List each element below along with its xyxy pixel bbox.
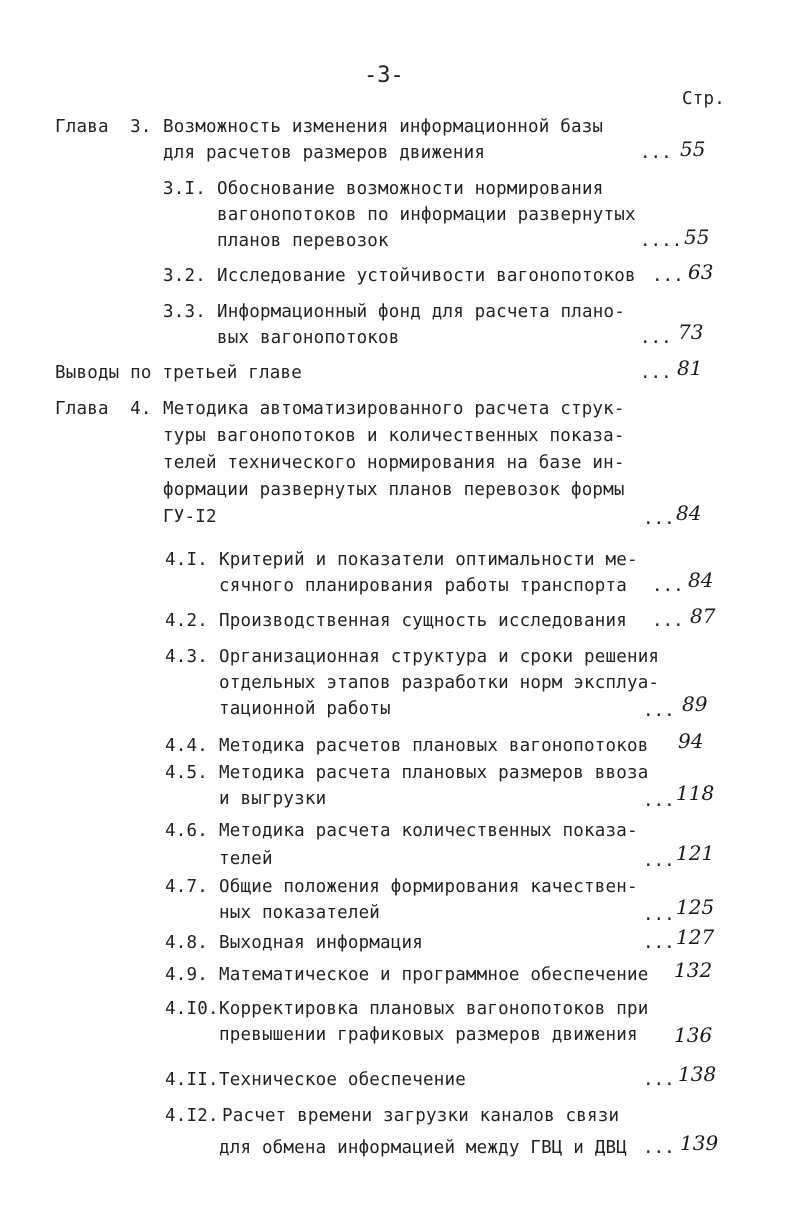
entry-title-line: превышении графиковых размеров движения [219,1025,638,1045]
entry-title-line: сячного планирования работы транспорта [219,576,627,596]
section-number: 4.3. [165,647,208,667]
entry-title-line: Возможность изменения информационной базы [163,117,604,137]
entry-title-line: телей [219,849,273,869]
section-number: 4.5. [165,763,208,783]
entry-title-line: Техническое обеспечение [219,1070,466,1090]
entry-title-line: для обмена информацией между ГВЦ и ДВЦ [219,1138,627,1158]
entry-title-line: Методика расчета количественных показа- [219,821,638,841]
entry-title-line: и выгрузки [219,789,327,809]
leader-dots: ... [643,1138,675,1158]
entry-title-line: Исследование устойчивости вагонопотоков [217,266,636,286]
entry-title-line: отдельных этапов разработки норм эксплуа- [219,673,660,693]
section-number: 4.2. [165,611,208,631]
entry-title-line: Методика расчета плановых размеров ввоза [219,763,649,783]
leader-dots: ... [643,701,675,721]
leader-dots: ... [640,143,672,163]
section-number: 4.7. [165,877,208,897]
page-ref: 55 [684,225,710,249]
page-ref: 89 [682,692,708,716]
entry-title-line: Корректировка плановых вагонопотоков при [219,999,649,1019]
leader-dots: .... [640,231,683,251]
section-number: 4.6. [165,821,208,841]
page-ref: 63 [688,260,714,284]
leader-dots: ... [640,363,672,383]
page-ref: 73 [678,320,704,344]
page-ref: 139 [680,1131,719,1155]
page-ref: 87 [690,604,716,628]
leader-dots: ... [643,791,675,811]
section-number: 4.II. [165,1070,219,1090]
entry-title-line: туры вагонопотоков и количественных показа- [163,426,625,446]
entry-title-line: формации развернутых планов перевозок формы [163,480,625,500]
page-ref: 125 [676,895,715,919]
section-number: 4.I. [165,550,208,570]
page-ref: 84 [688,568,714,592]
section-number: 4.8. [165,933,208,953]
entry-title-line: вагонопотоков по информации развернутых [217,205,636,225]
entry-title-line: Критерий и показатели оптимальности ме- [219,550,638,570]
section-number: 4.4. [165,736,208,756]
entry-title-line: Методика расчетов плановых вагонопотоков [219,736,649,756]
entry-title-line: Расчет времени загрузки каналов связи [222,1106,620,1126]
entry-title-line: ных показателей [219,903,381,923]
chapter-label: Глава 4. [55,399,152,419]
leader-dots: ... [640,328,672,348]
section-number: 3.3. [163,302,206,322]
page-number: -3- [364,63,404,88]
chapter-label: Глава 3. [55,117,152,137]
leader-dots: ... [643,905,675,925]
entry-title-line: Общие положения формирования качествен- [219,877,638,897]
leader-dots: ... [652,576,684,596]
page-ref: 81 [677,356,703,380]
entry-title-line: Производственная сущность исследования [219,611,627,631]
entry-title-line: Выводы по третьей главе [55,363,302,383]
leader-dots: ... [652,266,684,286]
entry-title-line: планов перевозок [217,231,389,251]
section-number: 4.I2. [165,1106,219,1126]
entry-title-line: ГУ-I2 [163,507,217,527]
page-ref: 94 [678,729,704,753]
leader-dots: ... [652,611,684,631]
page-ref: 136 [674,1023,713,1047]
page-ref: 84 [676,501,702,525]
entry-title-line: Информационный фонд для расчета плано- [217,302,625,322]
page-ref: 118 [676,781,715,805]
leader-dots: ... [643,1070,675,1090]
page-ref: 132 [674,958,713,982]
page-ref: 121 [676,841,715,865]
entry-title-line: Выходная информация [219,933,423,953]
entry-title-line: Математическое и программное обеспечение [219,965,649,985]
entry-title-line: для расчетов размеров движения [163,143,486,163]
section-number: 3.2. [163,266,206,286]
leader-dots: ... [643,509,675,529]
section-number: 3.I. [163,179,206,199]
entry-title-line: телей технического нормирования на базе ин- [163,453,625,473]
page-ref: 127 [676,925,715,949]
section-number: 4.9. [165,965,208,985]
entry-title-line: Методика автоматизированного расчета струк- [163,399,625,419]
page-ref: 138 [678,1062,717,1086]
page-ref: 55 [680,137,706,161]
entry-title-line: Обоснование возможности нормирования [217,179,604,199]
entry-title-line: Организационная структура и сроки решения [219,647,660,667]
entry-title-line: тационной работы [219,699,391,719]
page-column-label: Стр. [682,89,725,109]
leader-dots: ... [643,851,675,871]
leader-dots: ... [643,933,675,953]
entry-title-line: вых вагонопотоков [217,328,400,348]
section-number: 4.I0. [165,999,219,1019]
